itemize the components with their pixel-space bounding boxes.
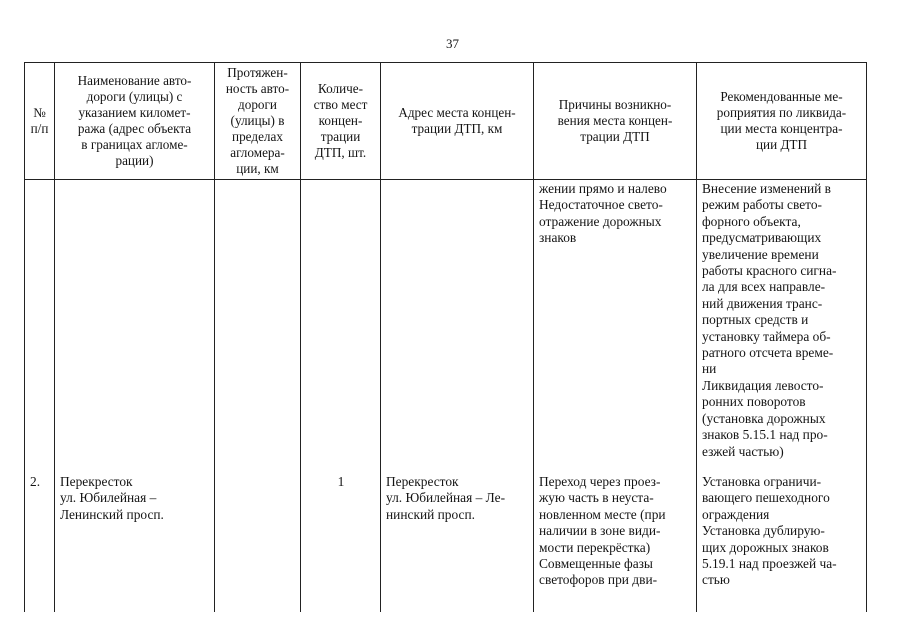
cell-measures: Установка ограничи- вающего пешеходного ограждения Установка дублирую- щих дорожных знаков 5.19.1 над проезжей ча- стью [697, 473, 867, 612]
table-row-2 [25, 473, 867, 612]
header-length: Протяжен- ность авто- дороги (улицы) в пределах агломера- ции, км [215, 63, 301, 180]
header-address: Адрес места концен- трации ДТП, км [381, 63, 534, 180]
cell-num [25, 180, 55, 474]
cell-road-name [55, 180, 215, 474]
header-row [25, 63, 867, 180]
header-count: Количе- ство мест концен- трации ДТП, шт. [301, 63, 381, 180]
cell-length [215, 180, 301, 474]
cell-count [301, 180, 381, 474]
cell-road-name: Перекресток ул. Юбилейная – Ленинский просп. [55, 473, 215, 612]
header-num: № п/п [25, 63, 55, 180]
cell-length [215, 473, 301, 612]
cell-address: Перекресток ул. Юбилейная – Ле- нинский просп. [381, 473, 534, 612]
header-road-name: Наименование авто- дороги (улицы) с указанием километ- ража (адрес объекта в границах агломе- рации) [55, 63, 215, 180]
cell-causes: Переход через проез- жую часть в неуста- новленном месте (при наличии в зоне види- мости перекрёстка) Совмещенные фазы светофоров при дви- [534, 473, 697, 612]
cell-causes: жении прямо и налево Недостаточное свето- отражение дорожных знаков [534, 180, 697, 474]
header-measures: Рекомендованные ме- роприятия по ликвида- ции места концентра- ции ДТП [697, 63, 867, 180]
cell-count: 1 [301, 473, 381, 612]
header-causes: Причины возникно- вения места концен- трации ДТП [534, 63, 697, 180]
cell-address [381, 180, 534, 474]
cell-measures: Внесение изменений в режим работы свето- форного объекта, предусматривающих увеличение времени работы красного сигна- ла для всех направле- ний движения транс- портных средств и установку таймера об- ратного отсчета време- ни Ликвидация левосто- ронних поворотов (установка дорожных знаков 5.15.1 над про- езжей частью) [697, 180, 867, 474]
page-number: 37 [446, 36, 459, 51]
table-row-continuation [25, 180, 867, 474]
accident-concentration-table [24, 62, 867, 612]
cell-num: 2. [25, 473, 55, 612]
